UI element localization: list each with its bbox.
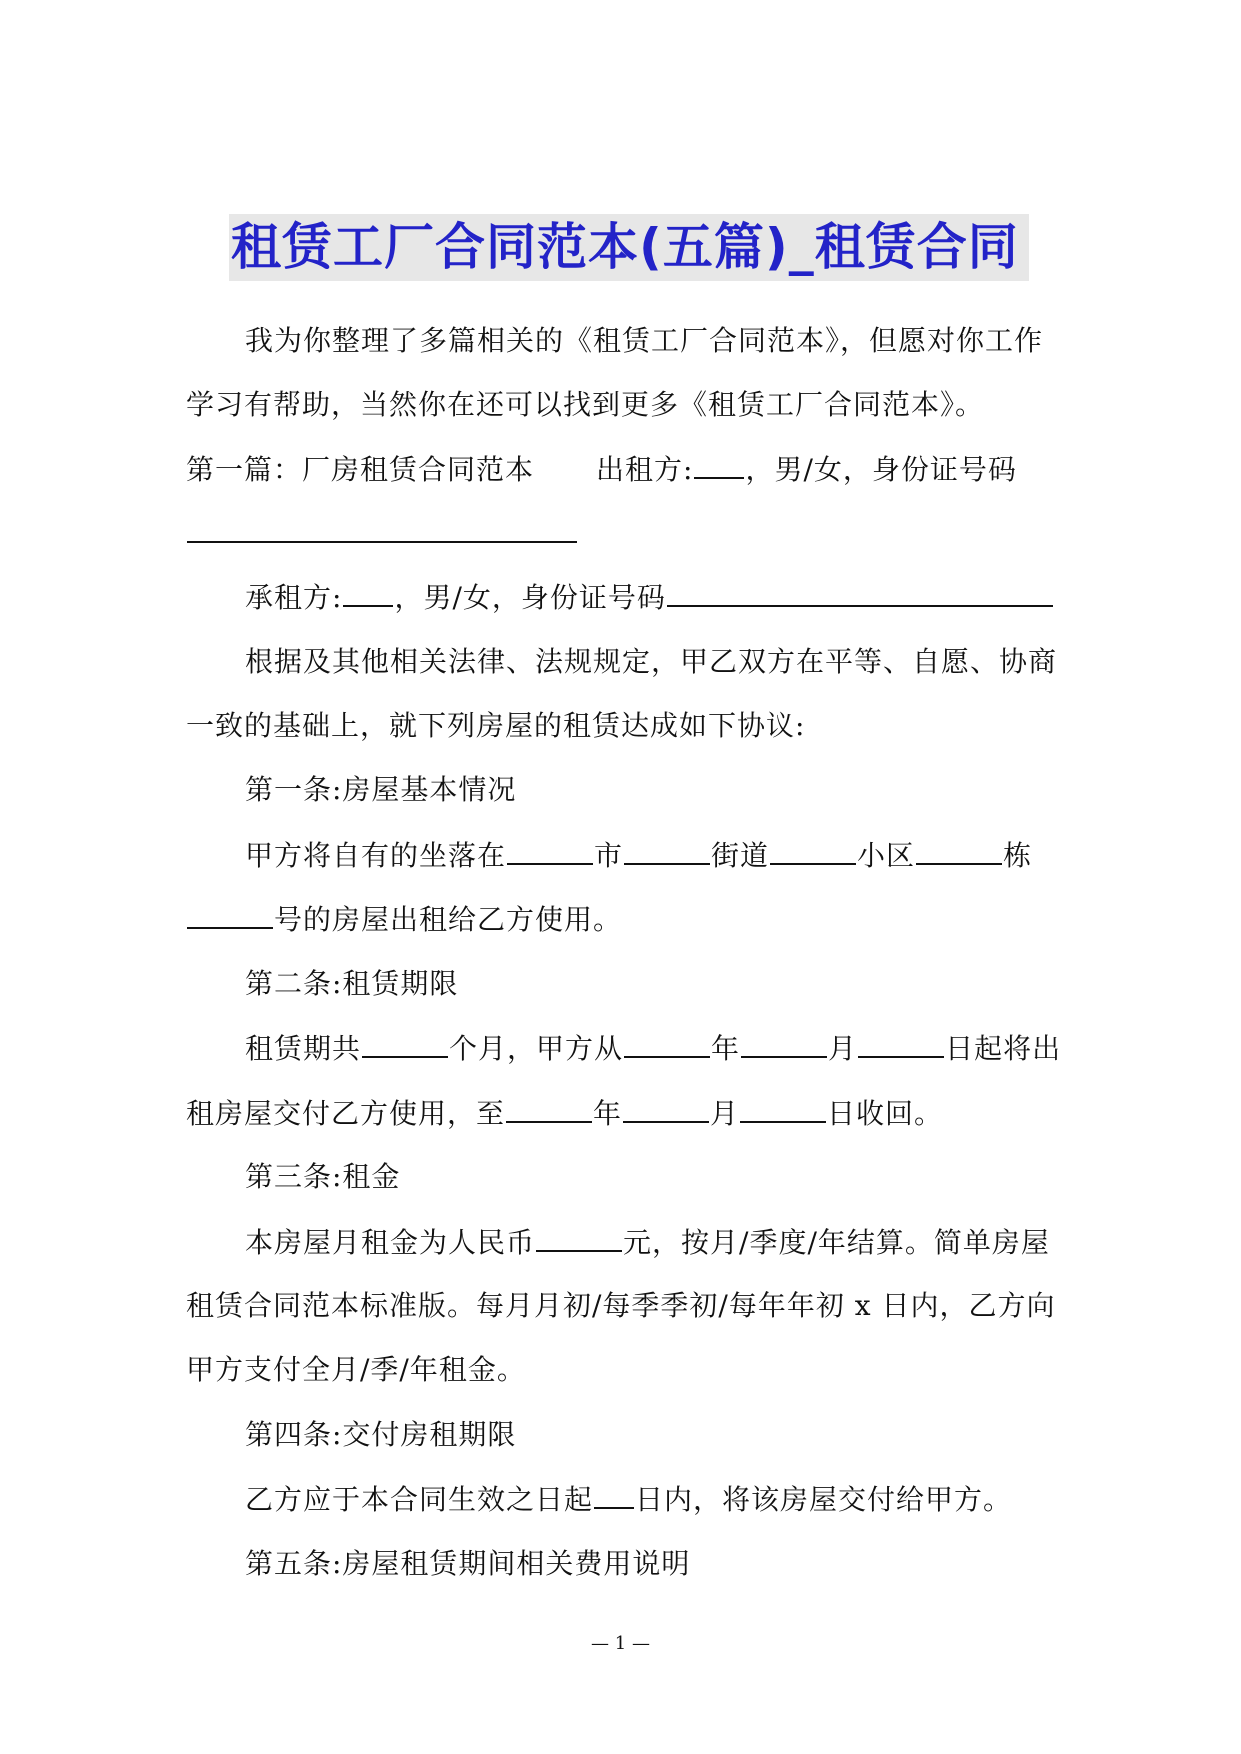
art2-text-d: 月: [828, 1032, 858, 1065]
blank: [624, 1028, 710, 1058]
art3-line-1: [245, 1222, 1050, 1263]
blank: [507, 835, 593, 865]
lessee-line: [245, 577, 1054, 618]
blank: [506, 1093, 592, 1123]
art4-text-a: 乙方应于本合同生效之日起: [245, 1483, 594, 1516]
page-number: — 1 —: [591, 1633, 650, 1654]
art3-text-b: 元，按月/季度/年结算。简单房屋: [623, 1226, 1050, 1259]
blank: [740, 1093, 826, 1123]
art2-text-e: 日起将出: [945, 1032, 1062, 1065]
intro-line-1: 我为你整理了多篇相关的《租赁工厂合同范本》，但愿对你工作: [245, 324, 1044, 357]
art2-text-b: 个月，甲方从: [449, 1032, 624, 1065]
lessor-id-blank: [187, 513, 577, 543]
art2-line-2: [186, 1093, 943, 1134]
art2-text-a: 租赁期共: [245, 1032, 362, 1065]
art1-line-2: [186, 899, 622, 940]
blank: [770, 835, 856, 865]
art4-heading: 第四条:交付房租期限: [245, 1418, 517, 1451]
chapter1-line: [186, 449, 1017, 490]
art2-text-f: 租房屋交付乙方使用，至: [186, 1097, 506, 1130]
blank: [187, 899, 273, 929]
art1-line-1: [245, 835, 1032, 876]
art1-text-d: 小区: [857, 839, 916, 872]
art1-text-c: 街道: [711, 839, 770, 872]
basis-line-2: 一致的基础上，就下列房屋的租赁达成如下协议:: [186, 709, 806, 742]
basis-line-1: 根据及其他相关法律、法规规定，甲乙双方在平等、自愿、协商: [245, 645, 1058, 678]
intro-line-2: 学习有帮助，当然你在还可以找到更多《租赁工厂合同范本》。: [186, 388, 985, 421]
art1-heading: 第一条:房屋基本情况: [245, 773, 517, 806]
lessee-id-blank: [667, 577, 1053, 607]
blank: [624, 835, 710, 865]
art3-line-3: 甲方支付全月/季/年租金。: [186, 1353, 526, 1386]
art1-text-e: 栋: [1003, 839, 1033, 872]
art4-text-b: 日内，将该房屋交付给甲方。: [635, 1483, 1013, 1516]
lessee-gender-id: ，男/女，身份证号码: [394, 581, 666, 614]
lessor-gender-id: ，男/女，身份证号码: [745, 453, 1017, 486]
art1-text-f: 号的房屋出租给乙方使用。: [274, 903, 623, 936]
blank: [623, 1093, 709, 1123]
lessee-name-blank: [343, 577, 393, 607]
lessee-label: 承租方:: [245, 581, 343, 614]
chapter1-heading: 第一篇：厂房租赁合同范本: [186, 453, 535, 486]
art2-text-i: 日收回。: [827, 1097, 944, 1130]
art3-line-2: 租赁合同范本标准版。每月月初/每季季初/每年年初 x 日内，乙方向: [186, 1289, 1056, 1322]
blank: [916, 835, 1002, 865]
art4-line-1: [245, 1479, 1012, 1520]
art2-text-g: 年: [593, 1097, 623, 1130]
art2-text-h: 月: [710, 1097, 740, 1130]
art1-text-a: 甲方将自有的坐落在: [245, 839, 507, 872]
blank: [536, 1222, 622, 1252]
blank: [362, 1028, 448, 1058]
art5-heading: 第五条:房屋租赁期间相关费用说明: [245, 1547, 691, 1580]
page-title: 租赁工厂合同范本(五篇)_租赁合同: [231, 218, 1019, 276]
art2-text-c: 年: [711, 1032, 741, 1065]
blank: [594, 1479, 634, 1509]
art1-text-b: 市: [594, 839, 624, 872]
blank: [741, 1028, 827, 1058]
art2-line-1: [245, 1028, 1061, 1069]
lessor-name-blank: [694, 449, 744, 479]
lessor-label: 出租方:: [596, 453, 694, 486]
blank: [858, 1028, 944, 1058]
art2-heading: 第二条:租赁期限: [245, 967, 459, 1000]
art3-heading: 第三条:租金: [245, 1160, 401, 1193]
art3-text-a: 本房屋月租金为人民币: [245, 1226, 536, 1259]
lessor-id-line: [186, 513, 578, 554]
